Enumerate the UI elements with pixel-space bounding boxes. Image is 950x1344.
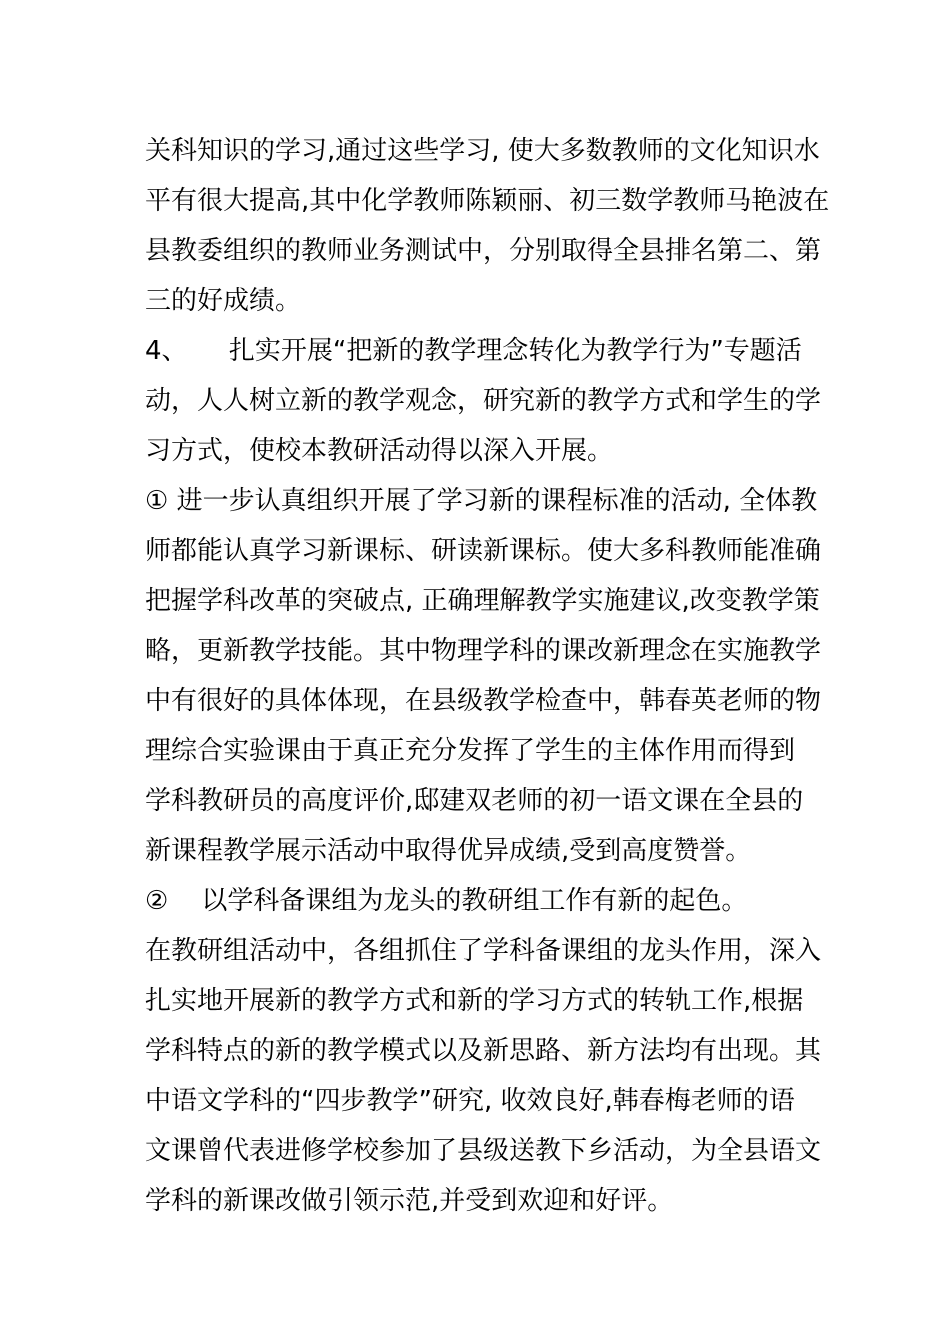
text-line: 平有很大提高,其中化学教师陈颖丽、初三数学教师马艳波在 [145, 186, 830, 216]
text-line: 中有很好的具体体现，在县级教学检查中，韩春英老师的物 [145, 686, 822, 716]
text-line: 动，人人树立新的教学观念，研究新的教学方式和学生的学 [145, 386, 822, 416]
text-line: 学科的新课改做引领示范,并受到欢迎和好评。 [145, 1186, 674, 1216]
text-line: 学科教研员的高度评价,邸建双老师的初一语文课在全县的 [145, 786, 804, 816]
text-line: 中语文学科的“四步教学”研究, 收效良好,韩春梅老师的语 [145, 1086, 795, 1116]
text-line: 理综合实验课由于真正充分发挥了学生的主体作用而得到 [145, 736, 796, 766]
text-line: 师都能认真学习新课标、研读新课标。使大多科教师能准确 [145, 536, 822, 566]
text-line: 三的好成绩。 [145, 286, 302, 316]
text-line: 关科知识的学习,通过这些学习, 使大多数教师的文化知识水 [145, 136, 820, 166]
text-line: 把握学科改革的突破点, 正确理解教学实施建议,改变教学策 [145, 586, 820, 616]
list-item-1: ① 进一步认真组织开展了学习新的课程标准的活动, 全体教 [145, 486, 818, 516]
text-line: 略，更新教学技能。其中物理学科的课改新理念在实施教学 [145, 636, 822, 666]
text-line: 学科特点的新的教学模式以及新思路、新方法均有出现。其 [145, 1036, 822, 1066]
text-line: 县教委组织的教师业务测试中，分别取得全县排名第二、第 [145, 236, 822, 266]
text-line: 新课程教学展示活动中取得优异成绩,受到高度赞誉。 [145, 836, 752, 866]
section-heading-4: 4、 扎实开展“把新的教学理念转化为教学行为”专题活 [145, 336, 802, 366]
document-body [145, 126, 830, 1226]
text-line: 文课曾代表进修学校参加了县级送教下乡活动，为全县语文 [145, 1136, 822, 1166]
list-item-2: ② 以学科备课组为龙头的教研组工作有新的起色。 [145, 886, 748, 916]
text-line: 习方式，使校本教研活动得以深入开展。 [145, 436, 614, 466]
text-line: 扎实地开展新的教学方式和新的学习方式的转轨工作,根据 [145, 986, 804, 1016]
text-line: 在教研组活动中，各组抓住了学科备课组的龙头作用，深入 [145, 936, 822, 966]
